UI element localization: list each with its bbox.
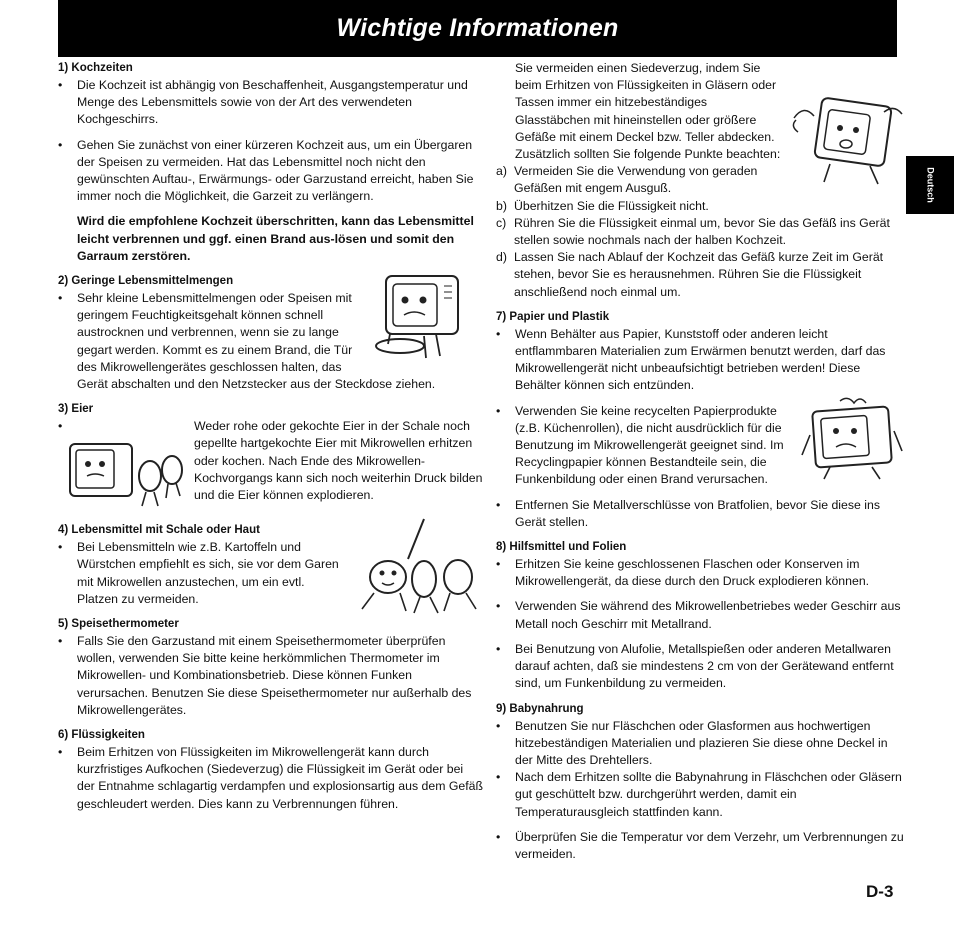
left-column [58, 60, 484, 813]
bullet-item: • Beim Erhitzen von Flüssigkeiten im Mikrowellengerät kann durch kurzfristiges Aufkochen (Siedeverzug) die Flüssigkeit im Gerät oder bei der Entnahme schlagartig verdampfen und explosionsartig aus dem Gefäß geschleudert werden. Dies kann zu Verbrennungen führen. [58, 744, 484, 813]
page-number: D-3 [866, 882, 894, 901]
section-heading: 2) Geringe Lebensmittelmengen [58, 275, 234, 288]
bullet-item: • Bei Benutzung von Alufolie, Metallspießen oder anderen Metallwaren darauf achten, daß sie mindestens 2 cm von der Gerätewand entfernt sind, um Funkenbildung zu vermeiden. [496, 641, 908, 693]
bullet-item: • Wenn Behälter aus Papier, Kunststoff oder anderen leicht entflammbaren Materialien zum Erwärmen benutzt werden, darf das Mikrowellengerät nicht unbeaufsichtigt betrieben werden! Diese Behälter können sich entzünden. [496, 326, 908, 395]
list-text: Überhitzen Sie die Flüssigkeit nicht. [514, 198, 709, 213]
warning-text: Wird die empfohlene Kochzeit überschritten, kann das Lebensmittel leicht verbrennen und ggf. einen Brand aus-lösen und somit den Garraum zerstören. [77, 214, 474, 263]
bullet-item: • Verwenden Sie keine recycelten Papierprodukte (z.B. Küchenrollen), die nicht ausdrücklich für die Benutzung im Mikrowellengerät geeignet sind. Im Recyclingpapier können Bestandteile sein, die Funkenbildung oder einen Brand verursachen. [496, 403, 908, 489]
bullet-item: • Überprüfen Sie die Temperatur vor dem Verzehr, um Verbrennungen zu vermeiden. [496, 829, 908, 863]
section-small-quantities [58, 273, 484, 393]
list-item [496, 198, 908, 215]
section-heading: 4) Lebensmittel mit Schale oder Haut [58, 524, 260, 537]
bullet-item: • Sehr kleine Lebensmittelmengen oder Speisen mit geringem Feuchtigkeitsgehalt können schnell austrocknen und verbrennen, wenn sie zu lange gegart werden. Kommt es zu einem Brand, die Tür des Mikrowellengerätes geschlossen halten, das Gerät abschalten und den Netzstecker aus der Steckdose ziehen. [58, 290, 484, 393]
right-column [496, 60, 908, 863]
list-text: Rühren Sie die Flüssigkeit einmal um, bevor Sie das Gefäß ins Gerät stellen sowie nochmals nach der halben Kochzeit. [514, 215, 890, 248]
list-text: Vermeiden Sie die Verwendung von geraden Gefäßen mit engem Ausguß. [514, 164, 758, 196]
section-liquids [58, 727, 484, 813]
list-label: b) [496, 198, 507, 213]
section-food-thermometer [58, 616, 484, 719]
section-accessories-foils [496, 539, 908, 692]
list-text: Lassen Sie nach Ablauf der Kochzeit das Gefäß kurze Zeit im Gerät stehen, bevor Sie es herausnehmen. Rühren Sie die Flüssigkeit anschließend noch einmal um. [514, 250, 884, 299]
bullet-item: • Erhitzen Sie keine geschlossenen Flaschen oder Konserven im Mikrowellengerät, da diese durch den Druck explodieren können. [496, 556, 908, 590]
bullet-item: • Entfernen Sie Metallverschlüsse von Bratfolien, bevor Sie diese ins Gerät stellen. [496, 497, 908, 531]
bullet-item: • Verwenden Sie während des Mikrowellenbetriebes weder Geschirr aus Metall noch Geschirr mit Metallrand. [496, 598, 908, 632]
section-heading: 6) Flüssigkeiten [58, 729, 145, 742]
list-label: a) [496, 164, 507, 179]
section-paper-plastic [496, 309, 908, 531]
section-eggs [58, 401, 484, 504]
section-cooking-times [58, 60, 484, 265]
section-baby-food [496, 701, 908, 864]
bullet-item: • Benutzen Sie nur Fläschchen oder Glasformen aus hochwertigen hitzebeständigen Materialien und plazieren Sie diese ohne Deckel in der Mitte des Drehtellers. [496, 718, 908, 770]
list-label: c) [496, 215, 507, 230]
section-heading: 1) Kochzeiten [58, 62, 133, 74]
bullet-item: • Nach dem Erhitzen sollte die Babynahrung in Fläschchen oder Gläsern gut geschüttelt bzw. durchgerührt werden, damit ein Temperaturausgleich stattfinden kann. [496, 769, 908, 821]
section-heading: 8) Hilfsmittel und Folien [496, 541, 627, 554]
language-tab-label: Deutsch [925, 167, 936, 203]
list-item [496, 163, 908, 197]
page-title: Wichtige Informationen [336, 13, 619, 42]
section-heading: 3) Eier [58, 403, 94, 416]
paragraph: Sie vermeiden einen Siedeverzug, indem Sie beim Erhitzen von Flüssigkeiten in Gläsern oder Tassen immer ein hitzebeständiges Glasstäbchen mit hineinstellen oder größere Gefäße mit einem Deckel bzw. Teller abdecken. Zusätzlich sollten Sie folgende Punkte beachten: [515, 61, 781, 162]
list-item [496, 215, 908, 249]
list-label: d) [496, 250, 507, 265]
section-heading: 5) Speisethermometer [58, 618, 179, 631]
section-heading: 7) Papier und Plastik [496, 310, 610, 323]
bullet-item: • Gehen Sie zunächst von einer kürzeren Kochzeit aus, um ein Übergaren der Speisen zu vermeiden. Hat das Lebensmittel noch nicht den gewünschten Auftau-, Erwärmungs- oder Garzustand erreicht, haben Sie immer noch die Möglichkeit, die Garzeit zu verlängern. [58, 137, 484, 206]
section-heading: 9) Babynahrung [496, 702, 584, 715]
title-banner [58, 0, 897, 57]
bullet-item: • Die Kochzeit ist abhängig von Beschaffenheit, Ausgangstemperatur und Menge des Lebensmittels sowie von der Art des verwendeten Kochgeschirrs. [58, 77, 484, 129]
bullet-item: • Bei Lebensmitteln wie z.B. Kartoffeln und Würstchen empfiehlt es sich, sie vor dem Garen mit Mikrowellen anzustechen, um ein evtl. Platzen zu vermeiden. [58, 539, 484, 608]
section-skins [58, 522, 484, 608]
list-item [496, 249, 908, 301]
language-tab [906, 156, 954, 214]
bullet-item: • Weder rohe oder gekochte Eier in der Schale noch gepellte hartgekochte Eier mit Mikrowellen erhitzen oder kochen. Nach Ende des Mikrowellen-Kochvorgangs kann sich noch weiterhin Druck bilden und die Eier können explodieren. [58, 418, 484, 504]
bullet-item: • Falls Sie den Garzustand mit einem Speisethermometer überprüfen wollen, verwenden Sie bitte keine herkömmlichen Thermometer im Mikrowellen- und Kombinationsbetrieb. Diese können Funken verursachen. Benutzen Sie diese Speisethermometer nur außerhalb des Mikrowellengerätes. [58, 633, 484, 719]
